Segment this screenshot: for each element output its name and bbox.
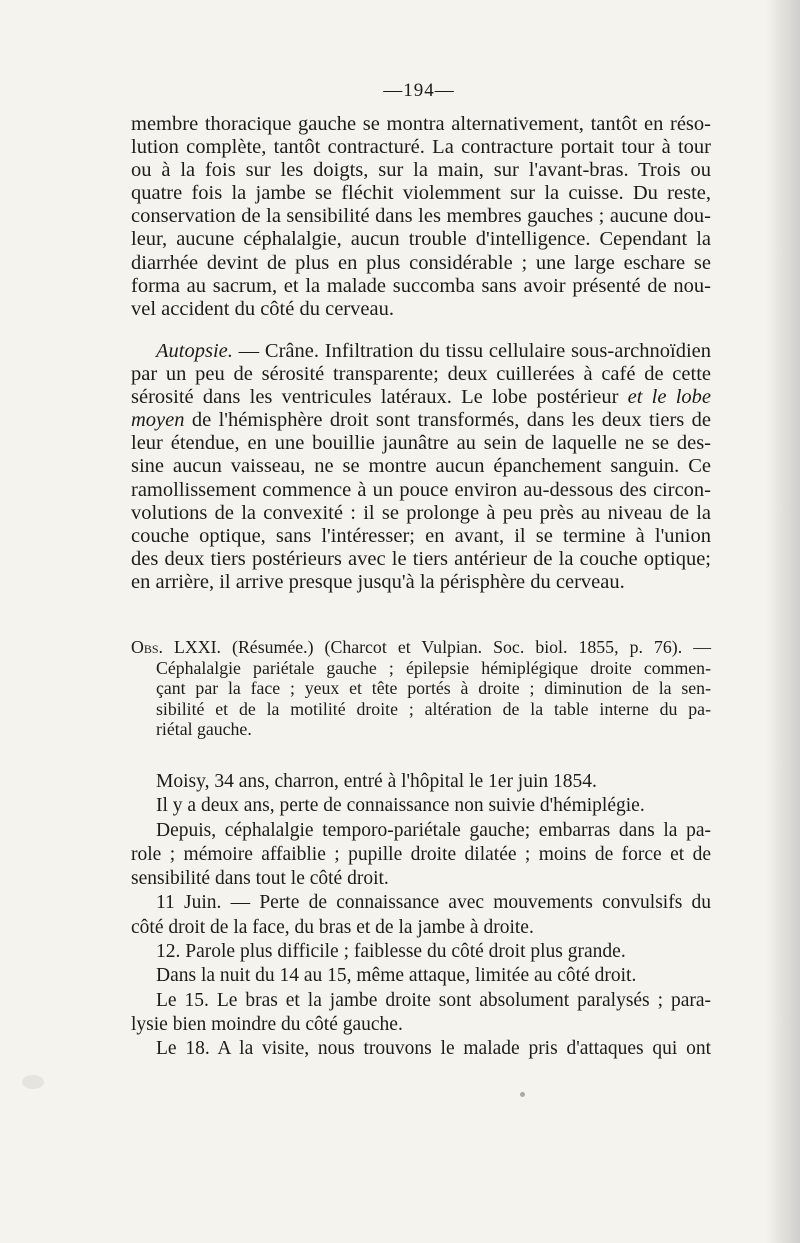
autopsie-text: sérosité dans les ventricules latéraux. Le lobe postérieur	[131, 386, 619, 409]
text-line: lution complète, tantôt contracturé. La contracture portait tour à tour	[131, 136, 711, 159]
text-line: role ; mémoire affaiblie ; pupille droite dilatée ; moins de force et de	[131, 843, 711, 865]
text-line: membre thoracique gauche se montra alternativement, tantôt en réso-	[131, 113, 711, 135]
text-line: conservation de la sensibilité dans les membres gauches ; aucune dou-	[131, 205, 711, 228]
text-line: des deux tiers postérieurs avec le tiers antérieur de la couche optique;	[131, 547, 711, 570]
text-line: diarrhée devint de plus en plus considérable ; une large eschare se	[131, 251, 711, 274]
text-line	[131, 409, 711, 432]
text-line: volutions de la convexité : il se prolonge à peu près au niveau de la	[131, 501, 711, 524]
autopsie-label: Autopsie.	[156, 340, 233, 362]
text-line	[131, 340, 711, 363]
paragraph-continuation	[131, 113, 711, 321]
text-line: en arrière, il arrive presque jusqu'à la périsphère du cerveau.	[131, 570, 625, 593]
text-line: vel accident du côté du cerveau.	[131, 297, 394, 320]
text-line: Il y a deux ans, perte de connaissance non suivie d'hémiplégie.	[156, 795, 645, 817]
page-number: —194—	[383, 80, 455, 101]
autopsie-paragraph	[131, 340, 711, 594]
text-line: côté droit de la face, du bras et de la jambe à droite.	[131, 916, 534, 938]
italic-phrase: et le lobe	[627, 386, 711, 409]
text-line: Le 18. A la visite, nous trouvons le malade pris d'attaques qui ont	[156, 1038, 711, 1060]
ink-speck	[520, 1092, 525, 1097]
text-line: 12. Parole plus difficile ; faiblesse du côté droit plus grande.	[156, 941, 626, 963]
text-line: forma au sacrum, et la malade succomba sans avoir présenté de nou-	[131, 274, 711, 297]
autopsie-text: de l'hémisphère droit sont transformés, dans les deux tiers de	[184, 409, 711, 432]
text-line: par un peu de sérosité transparente; deux cuillerées à café de cette	[131, 363, 711, 386]
text-line: leur étendue, en une bouillie jaunâtre au sein de laquelle ne se des-	[131, 432, 711, 455]
text-line	[131, 386, 711, 409]
text-line: leur, aucune céphalalgie, aucun trouble d'intelligence. Cependant la	[131, 228, 711, 251]
observation-label: Obs. LXXI.	[131, 637, 221, 657]
text-line: ou à la fois sur les doigts, sur la main, sur l'avant-bras. Trois ou	[131, 159, 711, 182]
text-line: Le 15. Le bras et la jambe droite sont absolument paralysés ; para-	[156, 989, 711, 1011]
text-line: Dans la nuit du 14 au 15, même attaque, limitée au côté droit.	[156, 965, 637, 987]
text-line: çant par la face ; yeux et tête portés à droite ; diminution de la sen-	[156, 678, 711, 698]
text-line: Céphalalgie pariétale gauche ; épilepsie hémiplégique droite commen-	[156, 657, 711, 678]
text-line: Depuis, céphalalgie temporo-pariétale gauche; embarras dans la pa-	[156, 819, 711, 841]
paper-stain	[22, 1075, 44, 1089]
text-line: sensibilité dans tout le côté droit.	[131, 868, 389, 890]
text-line: Moisy, 34 ans, charron, entré à l'hôpital le 1er juin 1854.	[156, 771, 597, 792]
text-line: lysie bien moindre du côté gauche.	[131, 1013, 403, 1035]
text-line: quatre fois la jambe se fléchit violemment sur la cuisse. Du reste,	[131, 182, 711, 205]
italic-phrase: moyen	[131, 409, 185, 432]
text-line: couche optique, sans l'intéresser; en avant, il se termine à l'union	[131, 524, 711, 547]
text-line: riétal gauche.	[156, 719, 252, 739]
text-line: 11 Juin. — Perte de connaissance avec mouvements convulsifs du	[156, 892, 711, 914]
text-line: sine aucun vaisseau, ne se montre aucun épanchement sanguin. Ce	[131, 455, 711, 478]
observation-heading	[131, 637, 711, 740]
text-line: sibilité et de la motilité droite ; altération de la table interne du pa-	[156, 698, 711, 719]
text-line: ramollissement commence à un pouce environ au-dessous des circon-	[131, 478, 711, 501]
text-line	[131, 637, 711, 658]
case-history	[131, 770, 711, 1062]
observation-citation: (Résumée.) (Charcot et Vulpian. Soc. biol. 1855, p. 76). —	[220, 637, 711, 657]
autopsie-text: — Crâne. Infiltration du tissu cellulaire sous-archnoïdien	[232, 340, 711, 362]
